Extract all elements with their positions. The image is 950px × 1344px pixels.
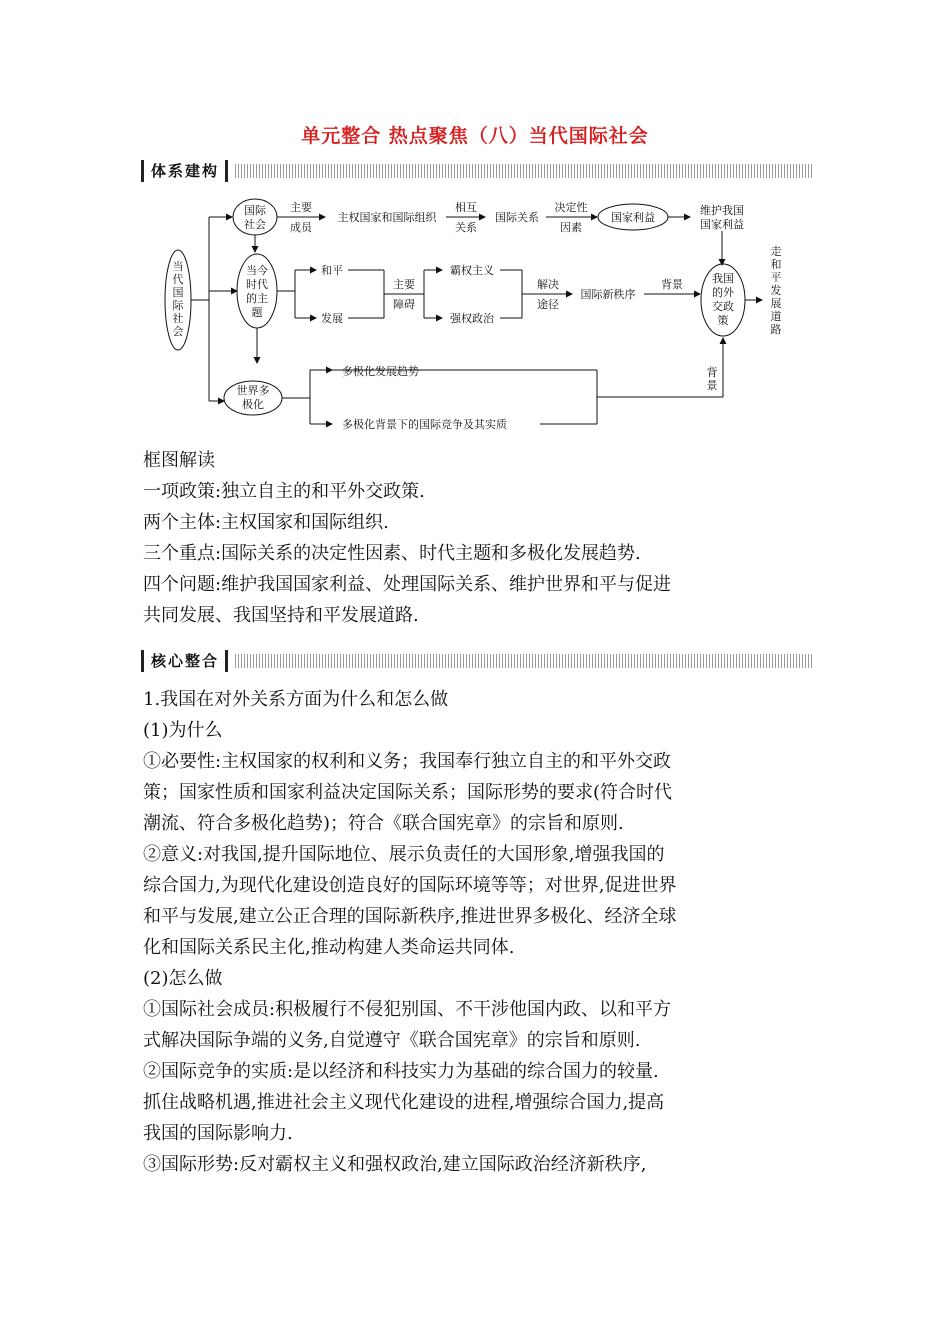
reading-line: 共同发展、我国坚持和平发展道路. — [143, 605, 419, 626]
svg-text:障碍: 障碍 — [393, 298, 415, 311]
section-hatch-divider — [235, 654, 813, 668]
svg-text:相互: 相互 — [455, 201, 477, 214]
svg-text:国家利益: 国家利益 — [700, 218, 744, 231]
svg-text:解决: 解决 — [537, 278, 559, 291]
section-label: 核心整合 — [141, 650, 228, 672]
svg-text:因素: 因素 — [560, 221, 582, 234]
svg-text:走: 走 — [770, 245, 782, 258]
svg-text:题: 题 — [251, 306, 263, 319]
node-multipolar — [237, 383, 270, 411]
node-intl-society — [244, 204, 267, 231]
node-peace: 和平 — [321, 264, 343, 277]
svg-text:主要: 主要 — [290, 201, 312, 214]
node-development: 发展 — [321, 312, 343, 325]
svg-text:交政: 交政 — [712, 300, 734, 313]
svg-text:国际: 国际 — [244, 204, 266, 217]
svg-text:我国: 我国 — [712, 272, 734, 285]
core-line: ①国际社会成员:积极履行不侵犯别国、不干涉他国内政、以和平方 — [143, 999, 672, 1020]
svg-text:展: 展 — [770, 297, 782, 310]
svg-text:和: 和 — [770, 258, 782, 271]
core-line: 我国的国际影响力. — [143, 1123, 293, 1144]
label-background-2 — [707, 365, 718, 392]
svg-text:决定性: 决定性 — [554, 201, 588, 214]
svg-text:当: 当 — [172, 260, 184, 273]
node-intl-relations: 国际关系 — [495, 211, 539, 224]
node-new-order: 国际新秩序 — [580, 288, 636, 301]
core-line: ③国际形势:反对霸权主义和强权政治,建立国际政治经济新秩序, — [143, 1154, 647, 1175]
node-era-theme — [246, 263, 268, 319]
svg-text:当今: 当今 — [246, 264, 268, 277]
svg-text:策: 策 — [717, 314, 729, 327]
svg-text:主要: 主要 — [393, 278, 415, 291]
node-national-interest: 国家利益 — [611, 211, 655, 224]
svg-text:路: 路 — [770, 323, 782, 336]
node-maintain-interest — [700, 203, 744, 231]
svg-text:关系: 关系 — [455, 221, 477, 234]
core-line: 综合国力,为现代化建设创造良好的国际环境等等；对世界,促进世界 — [143, 875, 677, 896]
node-foreign-policy — [712, 271, 735, 327]
core-line: 1.我国在对外关系方面为什么和怎么做 — [143, 689, 449, 710]
section-label: 体系建构 — [141, 160, 228, 182]
node-multipolar-trend: 多极化发展趋势 — [342, 365, 419, 378]
diagram-root-label — [173, 259, 185, 338]
core-line: ①必要性:主权国家的权利和义务；我国奉行独立自主的和平外交政 — [143, 751, 672, 772]
svg-text:发: 发 — [770, 284, 782, 297]
reading-line: 框图解读 — [143, 450, 215, 471]
core-line: ②国际竞争的实质:是以经济和科技实力为基础的综合国力的较量. — [143, 1061, 659, 1082]
section-header-core — [141, 650, 813, 672]
node-power-politics: 强权政治 — [450, 312, 494, 325]
svg-text:背: 背 — [706, 366, 718, 379]
core-line: 策；国家性质和国家利益决定国际关系；国际形势的要求(符合时代 — [143, 782, 673, 803]
svg-text:国: 国 — [172, 286, 184, 299]
svg-text:世界多: 世界多 — [236, 384, 270, 397]
svg-text:时代: 时代 — [246, 278, 268, 291]
svg-text:景: 景 — [706, 379, 718, 392]
section-header-system — [141, 160, 813, 182]
core-line: 和平与发展,建立公正合理的国际新秩序,推进世界多极化、经济全球 — [143, 906, 677, 927]
core-line: 抓住战略机遇,推进社会主义现代化建设的进程,增强综合国力,提高 — [143, 1092, 665, 1113]
node-peaceful-road — [771, 244, 782, 336]
concept-diagram — [160, 188, 800, 438]
core-line: 潮流、符合多极化趋势)；符合《联合国宪章》的宗旨和原则. — [143, 813, 624, 834]
core-line: 化和国际关系民主化,推动构建人类命运共同体. — [143, 937, 515, 958]
svg-text:的主: 的主 — [246, 292, 268, 305]
core-line: ②意义:对我国,提升国际地位、展示负责任的大国形象,增强我国的 — [143, 844, 665, 865]
svg-text:社: 社 — [172, 312, 184, 325]
node-hegemonism: 霸权主义 — [450, 264, 494, 277]
svg-text:社会: 社会 — [244, 218, 266, 231]
reading-line: 四个问题:维护我国国家利益、处理国际关系、维护世界和平与促进 — [143, 574, 672, 595]
svg-text:极化: 极化 — [242, 398, 264, 411]
section-hatch-divider — [235, 164, 813, 178]
svg-text:会: 会 — [172, 325, 184, 338]
page-title: 单元整合 热点聚焦（八）当代国际社会 — [301, 125, 649, 147]
svg-text:成员: 成员 — [290, 221, 312, 234]
label-background: 背景 — [661, 278, 683, 291]
core-content — [143, 684, 815, 1180]
core-line: 式解决国际争端的义务,自觉遵守《联合国宪章》的宗旨和原则. — [143, 1030, 641, 1051]
svg-text:维护我国: 维护我国 — [700, 204, 744, 217]
diagram-reading — [143, 445, 815, 631]
node-sovereign-orgs: 主权国家和国际组织 — [337, 211, 437, 224]
svg-text:代: 代 — [172, 273, 184, 286]
svg-text:道: 道 — [770, 310, 782, 323]
node-multipolar-competition: 多极化背景下的国际竞争及其实质 — [342, 418, 507, 431]
reading-line: 两个主体:主权国家和国际组织. — [143, 512, 389, 533]
svg-text:平: 平 — [770, 271, 782, 284]
svg-text:际: 际 — [172, 299, 184, 312]
core-line: (2)怎么做 — [143, 968, 223, 989]
svg-text:途径: 途径 — [537, 298, 559, 311]
reading-line: 一项政策:独立自主的和平外交政策. — [143, 481, 425, 502]
svg-text:的外: 的外 — [712, 286, 734, 299]
core-line: (1)为什么 — [143, 720, 223, 741]
reading-line: 三个重点:国际关系的决定性因素、时代主题和多极化发展趋势. — [143, 543, 641, 564]
